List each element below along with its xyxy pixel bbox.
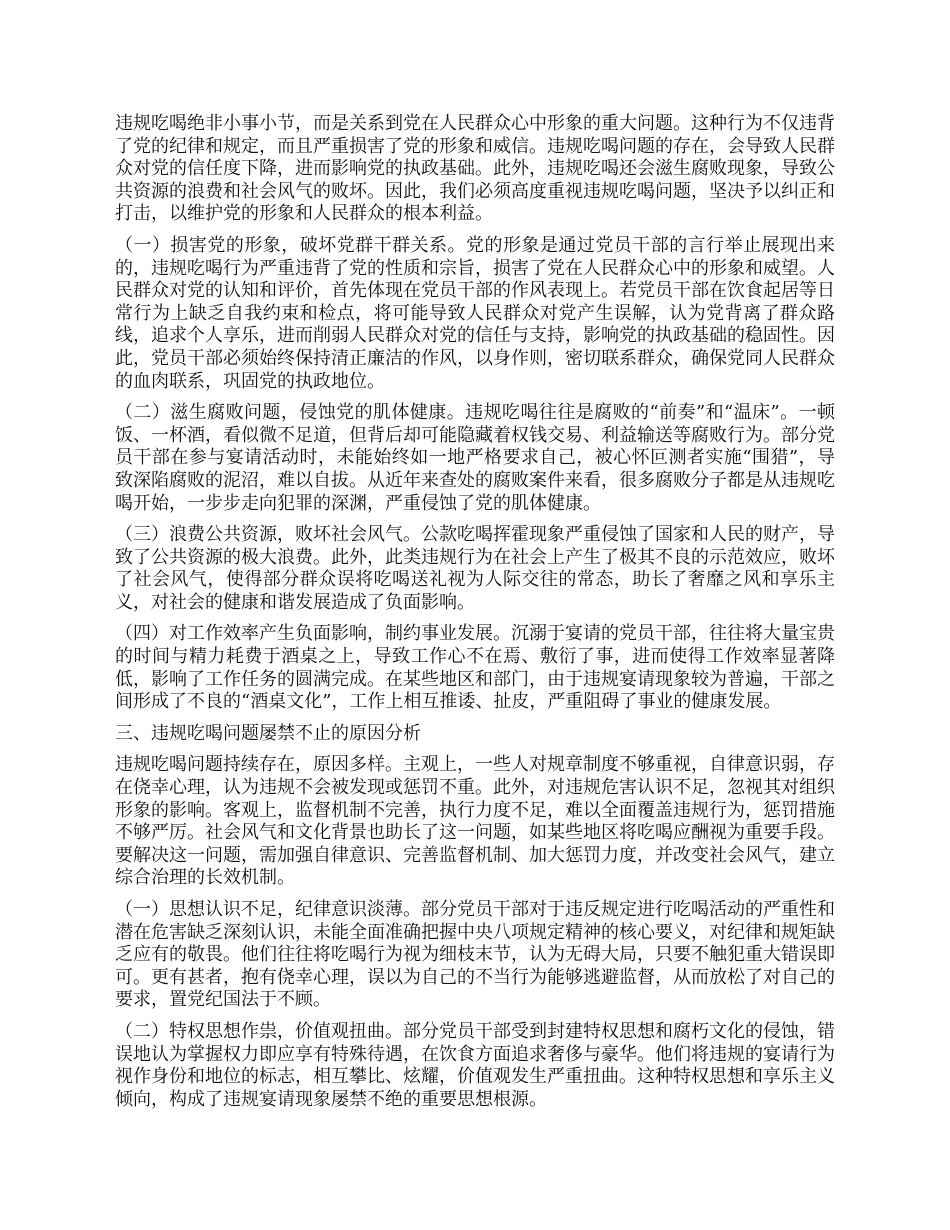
paragraph-waste: （三）浪费公共资源，败坏社会风气。公款吃喝挥霍现象严重侵蚀了国家和人民的财产，导致了公共资源的极大浪费。此外，此类违规行为在社会上产生了极其不良的示范效应，败坏了社会风气，使得部分群众误将吃喝送礼视为人际交往的常态，助长了奢靡之风和享乐主义，对社会的健康和谐发展造成了负面影响。	[115, 524, 835, 613]
paragraph-awareness: （一）思想认识不足，纪律意识淡薄。部分党员干部对于违反规定进行吃喝活动的严重性和潜在危害缺乏深刻认识，未能全面准确把握中央八项规定精神的核心要义，对纪律和规矩缺乏应有的敬畏。他们往往将吃喝行为视为细枝末节，认为无碍大局，只要不触犯重大错误即可。更有甚者，抱有侥幸心理，误以为自己的不当行为能够逃避监督，从而放松了对自己的要求，置党纪国法于不顾。	[115, 899, 835, 1011]
paragraph-corruption: （二）滋生腐败问题，侵蚀党的肌体健康。违规吃喝往往是腐败的“前奏”和“温床”。一顿饭、一杯酒，看似微不足道，但背后却可能隐藏着权钱交易、利益输送等腐败行为。部分党员干部在参与宴请活动时，未能始终如一地严格要求自己，被心怀叵测者实施“围猎”，导致深陷腐败的泥沼，难以自拔。从近年来查处的腐败案件来看，很多腐败分子都是从违规吃喝开始，一步步走向犯罪的深渊，严重侵蚀了党的肌体健康。	[115, 402, 835, 514]
paragraph-privilege: （二）特权思想作祟，价值观扭曲。部分党员干部受到封建特权思想和腐朽文化的侵蚀，错误地认为掌握权力即应享有特殊待遇，在饮食方面追求奢侈与豪华。他们将违规的宴请行为视作身份和地位的标志，相互攀比、炫耀，价值观发生严重扭曲。这种特权思想和享乐主义倾向，构成了违规宴请现象屡禁不绝的重要思想根源。	[115, 1020, 835, 1110]
paragraph-efficiency: （四）对工作效率产生负面影响，制约事业发展。沉溺于宴请的党员干部，往往将大量宝贵的时间与精力耗费于酒桌之上，导致工作心不在焉、敷衍了事，进而使得工作效率显著降低，影响了工作任务的圆满完成。在某些地区和部门，由于违规宴请现象较为普遍，干部之间形成了不良的“酒桌文化”，工作上相互推诿、扯皮，严重阻碍了事业的健康发展。	[115, 623, 835, 713]
intro-paragraph: 违规吃喝绝非小事小节，而是关系到党在人民群众心中形象的重大问题。这种行为不仅违背了党的纪律和规定，而且严重损害了党的形象和威信。违规吃喝问题的存在，会导致人民群众对党的信任度下降，进而影响党的执政基础。此外，违规吃喝还会滋生腐败现象，导致公共资源的浪费和社会风气的败坏。因此，我们必须高度重视违规吃喝问题，坚决予以纠正和打击，以维护党的形象和人民群众的根本利益。	[115, 113, 835, 225]
document-body	[115, 113, 835, 1120]
section-heading: 三、违规吃喝问题屡禁不止的原因分析	[115, 722, 421, 744]
paragraph-damage-image: （一）损害党的形象，破坏党群干群关系。党的形象是通过党员干部的言行举止展现出来的，违规吃喝行为严重违背了党的性质和宗旨，损害了党在人民群众心中的形象和威望。人民群众对党的认知和评价，首先体现在党员干部的作风表现上。若党员干部在饮食起居等日常行为上缺乏自我约束和检点，将可能导致人民群众对党产生误解，认为党背离了群众路线，追求个人享乐，进而削弱人民群众对党的信任与支持，影响党的执政基础的稳固性。因此，党员干部必须始终保持清正廉洁的作风，以身作则，密切联系群众，确保党同人民群众的血肉联系，巩固党的执政地位。	[115, 234, 835, 392]
paragraph-causes: 违规吃喝问题持续存在，原因多样。主观上，一些人对规章制度不够重视，自律意识弱，存在侥幸心理，认为违规不会被发现或惩罚不重。此外，对违规危害认识不足，忽视其对组织形象的影响。客观上，监督机制不完善，执行力度不足，难以全面覆盖违规行为，惩罚措施不够严厉。社会风气和文化背景也助长了这一问题，如某些地区将吃喝应酬视为重要手段。要解决这一问题，需加强自律意识、完善监督机制、加大惩罚力度，并改变社会风气，建立综合治理的长效机制。	[115, 754, 835, 889]
